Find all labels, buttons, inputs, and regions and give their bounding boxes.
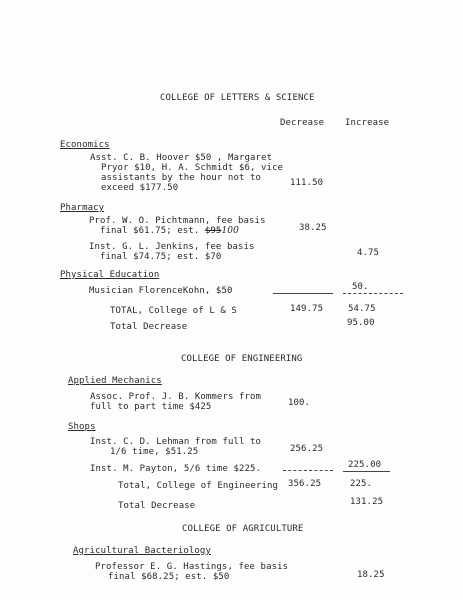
college-title-letters-science: COLLEGE OF LETTERS & SCIENCE xyxy=(160,93,315,103)
pharmacy-entry2-line-1: Inst. G. L. Jenkins, fee basis xyxy=(89,242,255,252)
total-letters-science-increase: 54.75 xyxy=(348,304,376,314)
section-heading-shops: Shops xyxy=(68,422,96,432)
agricultural-bacteriology-entry-line-2: final $68.25; est. $50 xyxy=(108,572,230,582)
total-letters-science-label: TOTAL, College of L & S xyxy=(110,306,237,316)
shops-entry2: Inst. M. Payton, 5/6 time $225. xyxy=(90,464,262,474)
shops-entry1-decrease-value: 256.25 xyxy=(290,444,324,454)
section-heading-agricultural-bacteriology: Agricultural Bacteriology xyxy=(73,546,211,556)
applied-mechanics-decrease-value: 100. xyxy=(288,398,311,408)
economics-entry-line-3: assistants by the hour not to xyxy=(101,173,262,183)
section-heading-pharmacy: Pharmacy xyxy=(60,203,105,213)
pharmacy-entry1-handwritten-estimate: 100 xyxy=(221,226,239,236)
shops-entry1-line-2: 1/6 time, $51.25 xyxy=(110,447,199,457)
pharmacy-entry2-line-2: final $74.75; est. $70 xyxy=(100,252,222,262)
pharmacy-entry1-line-1: Prof. W. O. Pichtmann, fee basis xyxy=(89,216,266,226)
section-heading-applied-mechanics: Applied Mechanics xyxy=(68,376,162,386)
shops-entry2-increase-value: 225.00 xyxy=(348,460,382,470)
agricultural-bacteriology-increase-value: 18.25 xyxy=(357,570,385,580)
physical-education-entry: Musician FlorenceKohn, $50 xyxy=(89,286,233,296)
pharmacy-entry1-line-2-text: final $61.75; est. xyxy=(100,226,200,236)
total-letters-science-decrease: 149.75 xyxy=(290,304,324,314)
agricultural-bacteriology-entry-line-1: Professor E. G. Hastings, fee basis xyxy=(95,562,289,572)
total-decrease-engineering-label: Total Decrease xyxy=(118,501,196,511)
pharmacy-entry1-struck-estimate: $95 xyxy=(204,226,222,236)
economics-entry-line-4: exceed $177.50 xyxy=(101,183,179,193)
column-header-decrease: Decrease xyxy=(280,118,325,128)
college-title-agriculture: COLLEGE OF AGRICULTURE xyxy=(182,524,304,534)
economics-entry-line-2: Pryor $10, H. A. Schmidt $6, vice xyxy=(101,163,284,173)
total-engineering-decrease: 356.25 xyxy=(288,479,322,489)
college-title-engineering: COLLEGE OF ENGINEERING xyxy=(181,354,303,364)
physical-education-increase-value: 50. xyxy=(352,282,369,292)
shops-entry1-line-1: Inst. C. D. Lehman from full to xyxy=(90,437,262,447)
total-decrease-engineering-value: 131.25 xyxy=(350,497,384,507)
increase-column-rule-1 xyxy=(343,293,403,294)
section-heading-physical-education: Physical Education xyxy=(60,270,160,280)
total-engineering-label: Total, College of Engineering xyxy=(118,481,279,491)
total-decrease-letters-science-value: 95.00 xyxy=(347,318,375,328)
pharmacy-entry1-line-2 xyxy=(100,226,239,236)
economics-entry-line-1: Asst. C. B. Hoover $50 , Margaret xyxy=(90,153,273,163)
total-engineering-increase: 225. xyxy=(350,479,373,489)
applied-mechanics-entry-line-2: full to part time $425 xyxy=(90,402,212,412)
section-heading-economics: Economics xyxy=(60,140,110,150)
increase-column-rule-2 xyxy=(343,471,390,472)
applied-mechanics-entry-line-1: Assoc. Prof. J. B. Kommers from xyxy=(90,392,262,402)
economics-decrease-value: 111.50 xyxy=(290,178,324,188)
total-decrease-letters-science-label: Total Decrease xyxy=(110,322,188,332)
decrease-column-rule-1 xyxy=(273,293,333,294)
column-header-increase: Increase xyxy=(345,118,390,128)
decrease-column-rule-2 xyxy=(283,470,333,471)
pharmacy-entry2-increase-value: 4.75 xyxy=(357,248,380,258)
pharmacy-entry1-decrease-value: 38.25 xyxy=(299,223,327,233)
